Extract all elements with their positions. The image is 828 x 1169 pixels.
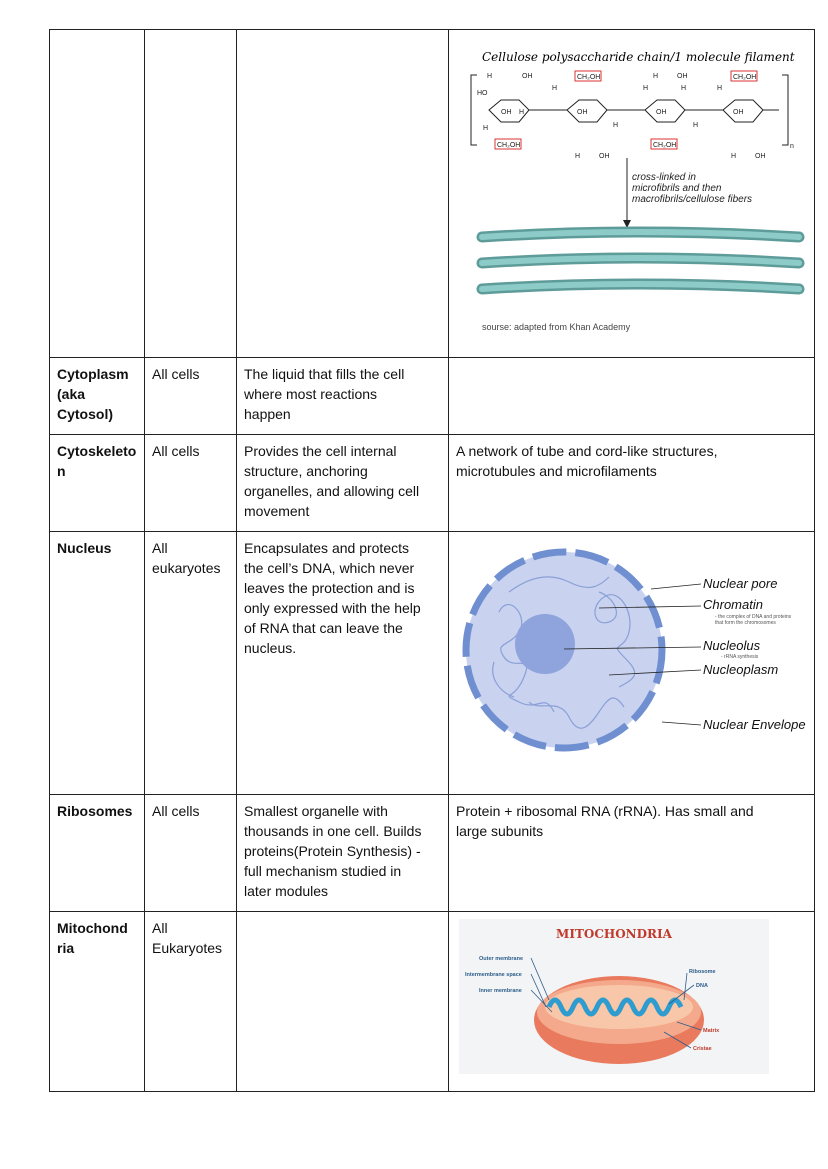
- svg-text:H: H: [575, 153, 581, 160]
- svg-text:Inner membrane: Inner membrane: [479, 988, 522, 994]
- table-row: [50, 358, 815, 435]
- table-row: [50, 532, 815, 795]
- structure-name: Cytoskeleto n: [57, 443, 137, 479]
- svg-text:OH: OH: [733, 109, 744, 116]
- svg-text:OH: OH: [755, 153, 766, 160]
- svg-text:DNA: DNA: [696, 983, 708, 989]
- cellulose-diagram: [449, 30, 814, 352]
- svg-text:OH: OH: [501, 109, 512, 116]
- structure-name: Ribosomes: [57, 803, 133, 819]
- table-row: [50, 912, 815, 1092]
- svg-text:Matrix: Matrix: [703, 1028, 720, 1034]
- svg-text:- the complex of DNA and prote: - the complex of DNA and proteins: [715, 614, 792, 620]
- svg-text:Nuclear pore: Nuclear pore: [703, 576, 778, 591]
- svg-text:H: H: [552, 85, 558, 92]
- svg-text:Chromatin: Chromatin: [703, 597, 763, 612]
- source-caption: sourse: adapted from Khan Academy: [482, 322, 631, 332]
- found-in: All cells: [152, 366, 200, 382]
- svg-text:OH: OH: [522, 73, 533, 80]
- found-in: All eukaryotes: [152, 540, 221, 576]
- function-cell: [237, 30, 449, 358]
- table-row: [50, 795, 815, 912]
- svg-text:Nucleoplasm: Nucleoplasm: [703, 662, 779, 677]
- table-row: [50, 435, 815, 532]
- cellulose-title: Cellulose polysaccharide chain/1 molecule filament: [482, 50, 795, 64]
- svg-text:H: H: [731, 153, 737, 160]
- svg-text:n: n: [790, 143, 794, 150]
- svg-text:Intermembrane space: Intermembrane space: [465, 972, 522, 978]
- svg-text:OH: OH: [677, 73, 688, 80]
- crosslink-annotation: [632, 172, 752, 205]
- svg-text:- rRNA synthesis: - rRNA synthesis: [721, 654, 759, 660]
- function-text: Provides the cell internal structure, anchoring organelles, and allowing cell movement: [244, 443, 420, 519]
- svg-text:that form the chromosomes: that form the chromosomes: [715, 620, 776, 626]
- found-in: All cells: [152, 803, 200, 819]
- svg-text:CH₂OH: CH₂OH: [577, 74, 601, 81]
- svg-text:cross-linked in: cross-linked in: [632, 172, 696, 183]
- nucleus-notes: [715, 614, 792, 660]
- structure-cell: [50, 30, 145, 358]
- svg-text:Nuclear Envelope: Nuclear Envelope: [703, 717, 806, 732]
- nucleolus: [515, 614, 575, 674]
- svg-text:OH: OH: [577, 109, 588, 116]
- table-row: [50, 30, 815, 358]
- svg-text:CH₂OH: CH₂OH: [653, 142, 677, 149]
- svg-text:Ribosome: Ribosome: [689, 969, 716, 975]
- svg-text:H: H: [487, 73, 493, 80]
- function-text: The liquid that fills the cell where most reactions happen: [244, 366, 405, 422]
- svg-text:CH₂OH: CH₂OH: [733, 74, 757, 81]
- found-in: All Eukaryotes: [152, 920, 223, 956]
- svg-text:H: H: [717, 85, 723, 92]
- structure-name: Cytoplasm (aka Cytosol): [57, 366, 129, 422]
- svg-text:CH₂OH: CH₂OH: [497, 142, 521, 149]
- cellulose-figure-cell: [449, 30, 815, 358]
- svg-text:H: H: [681, 85, 687, 92]
- function-text: Smallest organelle with thousands in one cell. Builds proteins(Protein Synthesis) - full mechanism studied in later modules: [244, 803, 422, 899]
- svg-text:H: H: [643, 85, 649, 92]
- svg-text:OH: OH: [656, 109, 667, 116]
- structure-name: Mitochond ria: [57, 920, 128, 956]
- svg-text:HO: HO: [477, 90, 488, 97]
- svg-text:H: H: [693, 122, 699, 129]
- found-in: All cells: [152, 443, 200, 459]
- svg-text:microfibrils and then: microfibrils and then: [632, 183, 722, 194]
- organelle-table: [49, 29, 815, 1092]
- cellulose-fibers: [482, 232, 799, 289]
- svg-text:Nucleolus: Nucleolus: [703, 638, 761, 653]
- svg-text:H: H: [653, 73, 659, 80]
- svg-text:OH: OH: [599, 153, 610, 160]
- found-in-cell: [145, 30, 237, 358]
- svg-text:H: H: [519, 109, 525, 116]
- atom-labels: [477, 73, 794, 160]
- svg-text:Outer membrane: Outer membrane: [479, 956, 524, 962]
- svg-text:H: H: [483, 125, 489, 132]
- nucleus-diagram: [449, 532, 814, 789]
- function-text: Encapsulates and protects the cell’s DNA, which never leaves the protection and is only expressed with the help of RNA that can leave the nucleus.: [244, 540, 421, 656]
- mitochondria-title: MITOCHONDRIA: [556, 927, 672, 941]
- svg-text:H: H: [613, 122, 619, 129]
- notes-text: A network of tube and cord-like structures, microtubules and microfilaments: [456, 443, 718, 479]
- svg-text:macrofibrils/cellulose fibers: macrofibrils/cellulose fibers: [632, 194, 753, 205]
- notes-text: Protein + ribosomal RNA (rRNA). Has small and large subunits: [456, 803, 754, 839]
- structure-name: Nucleus: [57, 540, 112, 556]
- svg-text:Cristae: Cristae: [693, 1046, 712, 1052]
- mitochondria-diagram: [449, 912, 814, 1086]
